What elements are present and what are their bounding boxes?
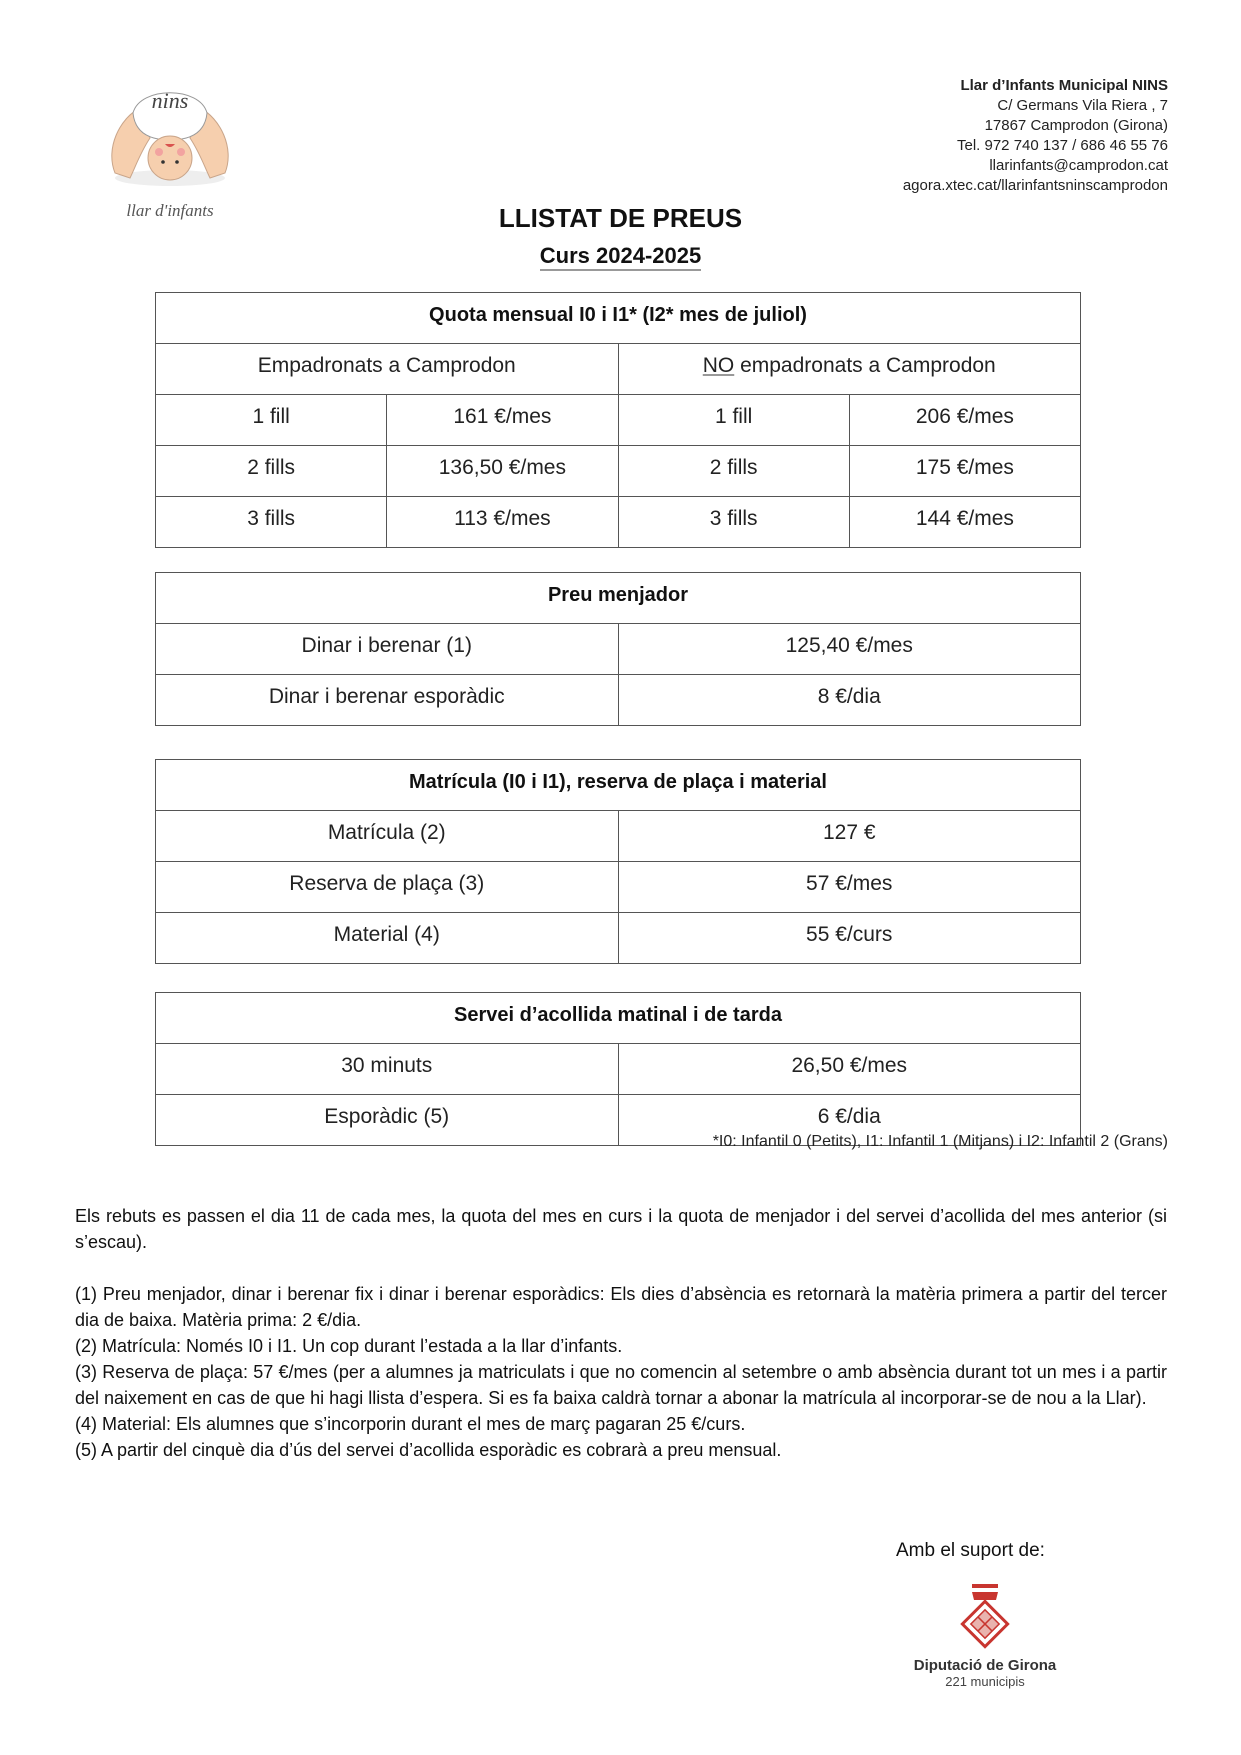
email-link[interactable]: llarinfants@camprodon.cat (989, 157, 1168, 174)
cell-price: 175 €/mes (849, 446, 1080, 497)
acollida-table-header: Servei d’acollida matinal i de tarda (156, 993, 1081, 1044)
cell-price: 127 € (618, 811, 1081, 862)
infantil-footnote: *I0: Infantil 0 (Petits), I1: Infantil 1 (Mitjans) i I2: Infantil 2 (Grans) (712, 1133, 1168, 1150)
group-empadronats: Empadronats a Camprodon (156, 344, 619, 395)
note-5: (5) A partir del cinquè dia d’ús del servei d’acollida esporàdic es cobrarà a preu mensual. (75, 1440, 782, 1460)
note-4: (4) Material: Els alumnes que s’incorporin durant el mes de març pagaran 25 €/curs. (75, 1414, 746, 1434)
cell-label: Esporàdic (5) (156, 1095, 619, 1146)
notes-intro: Els rebuts es passen el dia 11 de cada mes, la quota del mes en curs i la quota de menjador i del servei d’acollida del mes anterior (si s’escau). (75, 1206, 1167, 1252)
cell-label: 30 minuts (156, 1044, 619, 1095)
cell-label: Matrícula (2) (156, 811, 619, 862)
notes-section (75, 1203, 1167, 1463)
table-row (156, 913, 1081, 964)
group-no-empadronats: NO empadronats a Camprodon (618, 344, 1081, 395)
table-row (156, 675, 1081, 726)
cell-label: Material (4) (156, 913, 619, 964)
table-row (156, 1044, 1081, 1095)
support-label: Amb el suport de: (896, 1540, 1045, 1561)
note-2: (2) Matrícula: Només I0 i I1. Un cop durant l’estada a la llar d’infants. (75, 1336, 623, 1356)
table-row (156, 446, 1081, 497)
svg-text:nins: nins (151, 88, 189, 113)
cell-price: 113 €/mes (387, 497, 618, 548)
cell-price: 6 €/dia (618, 1095, 1081, 1146)
cell-label: Dinar i berenar (1) (156, 624, 619, 675)
phone: Tel. 972 740 137 / 686 46 55 76 (956, 137, 1168, 154)
cell-label: 3 fills (156, 497, 387, 548)
org-name: Llar d’Infants Municipal NINS (960, 77, 1168, 94)
matricula-table-header: Matrícula (I0 i I1), reserva de plaça i material (156, 760, 1081, 811)
cell-label: 3 fills (618, 497, 849, 548)
table-row (156, 497, 1081, 548)
table-row (156, 811, 1081, 862)
cell-label: 2 fills (618, 446, 849, 497)
cell-label: 2 fills (156, 446, 387, 497)
cell-label: 1 fill (618, 395, 849, 446)
website-link[interactable]: agora.xtec.cat/llarinfantsninscamprodon (902, 177, 1168, 194)
menjador-table-header: Preu menjador (156, 573, 1081, 624)
cell-price: 144 €/mes (849, 497, 1080, 548)
svg-text:221 municipis: 221 municipis (945, 1674, 1025, 1689)
table-row (156, 395, 1081, 446)
cell-price: 125,40 €/mes (618, 624, 1081, 675)
address: C/ Germans Vila Riera , 7 (997, 97, 1168, 114)
diputacio-girona-crest-icon (900, 1580, 1070, 1690)
cell-price: 206 €/mes (849, 395, 1080, 446)
note-3: (3) Reserva de plaça: 57 €/mes (per a alumnes ja matriculats i que no comencin al setembre o amb absència durant tot un mes i a partir del naixement en cas de que hi hagi llista d’espera. Si es fa baixa caldrà tornar a abonar la matrícula al incorporar-se de nou a la Llar). (75, 1362, 1167, 1408)
cell-price: 57 €/mes (618, 862, 1081, 913)
cell-label: 1 fill (156, 395, 387, 446)
svg-text:llar d'infants: llar d'infants (126, 201, 214, 220)
menjador-table (155, 572, 1081, 726)
note-1: (1) Preu menjador, dinar i berenar fix i dinar i berenar esporàdics: Els dies d’absència es retornarà la matèria primera a partir del tercer dia de baixa. Matèria prima: 2 €/dia. (75, 1284, 1167, 1330)
acollida-table (155, 992, 1081, 1146)
diputacio-girona-logo (900, 1580, 1070, 1690)
cell-price: 136,50 €/mes (387, 446, 618, 497)
cell-label: Dinar i berenar esporàdic (156, 675, 619, 726)
contact-block (903, 76, 1168, 196)
page-title: LLISTAT DE PREUS (498, 203, 743, 233)
matricula-table (155, 759, 1081, 964)
cell-price: 8 €/dia (618, 675, 1081, 726)
quota-table (155, 292, 1081, 548)
cell-price: 161 €/mes (387, 395, 618, 446)
table-row (156, 862, 1081, 913)
cell-price: 55 €/curs (618, 913, 1081, 964)
svg-text:Diputació de Girona: Diputació de Girona (913, 1657, 1057, 1674)
page-subtitle: Curs 2024-2025 (0, 243, 1241, 269)
cell-price: 26,50 €/mes (618, 1044, 1081, 1095)
quota-table-header: Quota mensual I0 i I1* (I2* mes de juliol) (156, 293, 1081, 344)
cell-label: Reserva de plaça (3) (156, 862, 619, 913)
table-row (156, 624, 1081, 675)
city: 17867 Camprodon (Girona) (984, 117, 1168, 134)
